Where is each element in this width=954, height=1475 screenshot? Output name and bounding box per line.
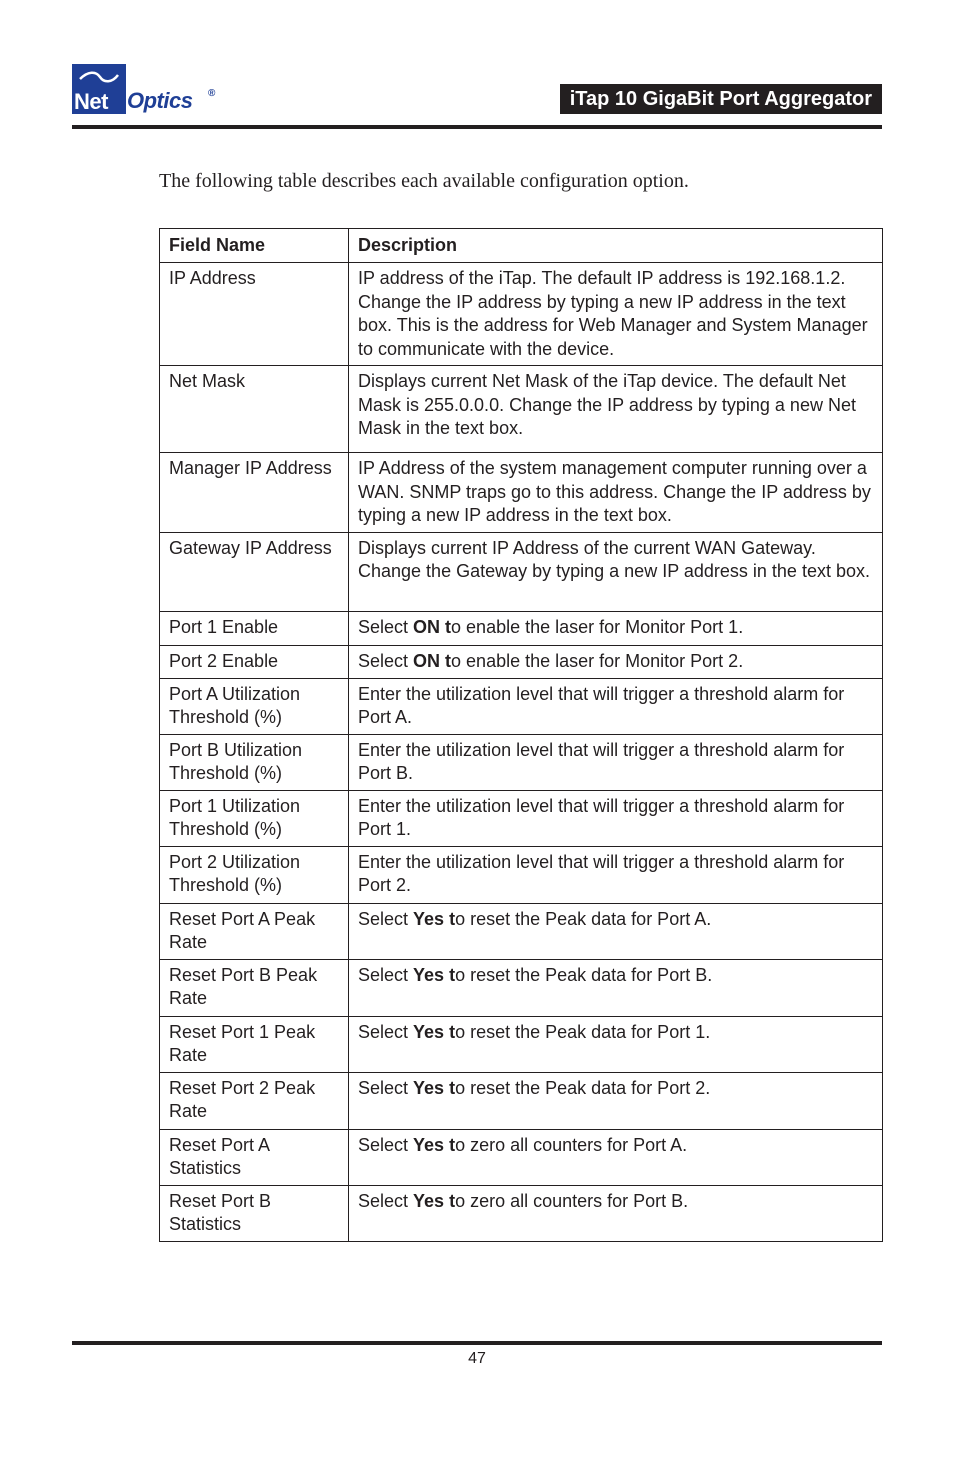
intro-paragraph: The following table describes each available configuration option. [159, 170, 689, 192]
footer-rule [72, 1341, 882, 1345]
description-text: Select [358, 1077, 414, 1098]
field-name-cell: Port 1 Enable [160, 611, 349, 645]
description-cell [349, 645, 883, 678]
description-text: o zero all counters for Port B. [455, 1190, 689, 1211]
description-cell: Enter the utilization level that will trigger a threshold alarm for Port 1. [349, 790, 883, 846]
description-cell: Displays current Net Mask of the iTap device. The default Net Mask is 255.0.0.0. Change the IP address by typing a new Net Mask in the text box. [349, 366, 883, 453]
field-name-cell: Port 2 Enable [160, 645, 349, 678]
config-options-table [159, 228, 883, 1242]
table-row [160, 453, 883, 533]
option-value-emphasis: ON t [413, 650, 452, 671]
table-row [160, 734, 883, 790]
field-name-cell: Port 1 Utilization Threshold (%) [160, 790, 349, 846]
table-row [160, 366, 883, 453]
netoptics-logo [72, 64, 222, 116]
description-cell [349, 1185, 883, 1241]
field-name-cell: Reset Port B Statistics [160, 1185, 349, 1241]
field-name-cell: Port B Utilization Threshold (%) [160, 734, 349, 790]
column-header-description: Description [349, 229, 883, 263]
logo-badge [72, 64, 126, 114]
description-text: Select [358, 1021, 414, 1042]
registered-mark: ® [208, 88, 216, 99]
description-cell: Enter the utilization level that will trigger a threshold alarm for Port A. [349, 678, 883, 734]
field-name-cell: Net Mask [160, 366, 349, 453]
description-text: o reset the Peak data for Port 1. [455, 1021, 711, 1042]
field-name-cell: Reset Port 1 Peak Rate [160, 1016, 349, 1072]
description-text: Select [358, 908, 414, 929]
description-cell [349, 1072, 883, 1129]
table-row [160, 611, 883, 645]
description-cell: Enter the utilization level that will trigger a threshold alarm for Port B. [349, 734, 883, 790]
description-cell [349, 1129, 883, 1185]
description-cell [349, 611, 883, 645]
table-body [160, 263, 883, 1242]
description-cell: Enter the utilization level that will trigger a threshold alarm for Port 2. [349, 846, 883, 903]
field-name-cell: Reset Port A Peak Rate [160, 903, 349, 959]
field-name-cell: Manager IP Address [160, 453, 349, 533]
option-value-emphasis: ON t [413, 616, 452, 637]
page-number: 47 [468, 1350, 486, 1367]
field-name-cell: IP Address [160, 263, 349, 366]
table-row [160, 959, 883, 1016]
document-title: iTap 10 GigaBit Port Aggregator [560, 84, 882, 114]
description-text: o reset the Peak data for Port B. [455, 964, 713, 985]
description-cell [349, 903, 883, 959]
option-value-emphasis: Yes t [413, 1134, 456, 1155]
description-text: Select [358, 616, 414, 637]
field-name-cell: Reset Port B Peak Rate [160, 959, 349, 1016]
table-row [160, 678, 883, 734]
header-rule [72, 125, 882, 129]
option-value-emphasis: Yes t [413, 908, 456, 929]
table-row [160, 790, 883, 846]
table-row [160, 645, 883, 678]
logo-net-text: Net [74, 89, 108, 114]
description-cell [349, 959, 883, 1016]
table-row [160, 1129, 883, 1185]
description-text: Select [358, 1190, 414, 1211]
description-text: Select [358, 1134, 414, 1155]
table-header-row [160, 229, 883, 263]
description-cell: IP address of the iTap. The default IP address is 192.168.1.2. Change the IP address by typing a new IP address in the text box. This is the address for Web Manager and System Manager to communicate with the device. [349, 263, 883, 366]
description-text: o reset the Peak data for Port A. [455, 908, 712, 929]
description-cell: IP Address of the system management computer running over a WAN. SNMP traps go to this address. Change the IP address by typing a new IP address in the text box. [349, 453, 883, 533]
table-row [160, 903, 883, 959]
field-name-cell: Gateway IP Address [160, 532, 349, 611]
wave-icon [78, 70, 120, 84]
table-row [160, 1185, 883, 1241]
table-row [160, 1072, 883, 1129]
table-row [160, 1016, 883, 1072]
field-name-cell: Reset Port A Statistics [160, 1129, 349, 1185]
description-text: o reset the Peak data for Port 2. [455, 1077, 711, 1098]
description-text: o enable the laser for Monitor Port 1. [451, 616, 744, 637]
table-row [160, 846, 883, 903]
option-value-emphasis: Yes t [413, 1077, 456, 1098]
option-value-emphasis: Yes t [413, 964, 456, 985]
field-name-cell: Port A Utilization Threshold (%) [160, 678, 349, 734]
column-header-field-name: Field Name [160, 229, 349, 263]
description-cell: Displays current IP Address of the current WAN Gateway. Change the Gateway by typing a new IP address in the text box. [349, 532, 883, 611]
description-text: Select [358, 964, 414, 985]
description-cell [349, 1016, 883, 1072]
description-text: o zero all counters for Port A. [455, 1134, 688, 1155]
description-text: o enable the laser for Monitor Port 2. [451, 650, 744, 671]
field-name-cell: Port 2 Utilization Threshold (%) [160, 846, 349, 903]
description-text: Select [358, 650, 414, 671]
option-value-emphasis: Yes t [413, 1021, 456, 1042]
table-row [160, 263, 883, 366]
option-value-emphasis: Yes t [413, 1190, 456, 1211]
field-name-cell: Reset Port 2 Peak Rate [160, 1072, 349, 1129]
table-row [160, 532, 883, 611]
logo-optics-text: Optics [127, 88, 193, 113]
